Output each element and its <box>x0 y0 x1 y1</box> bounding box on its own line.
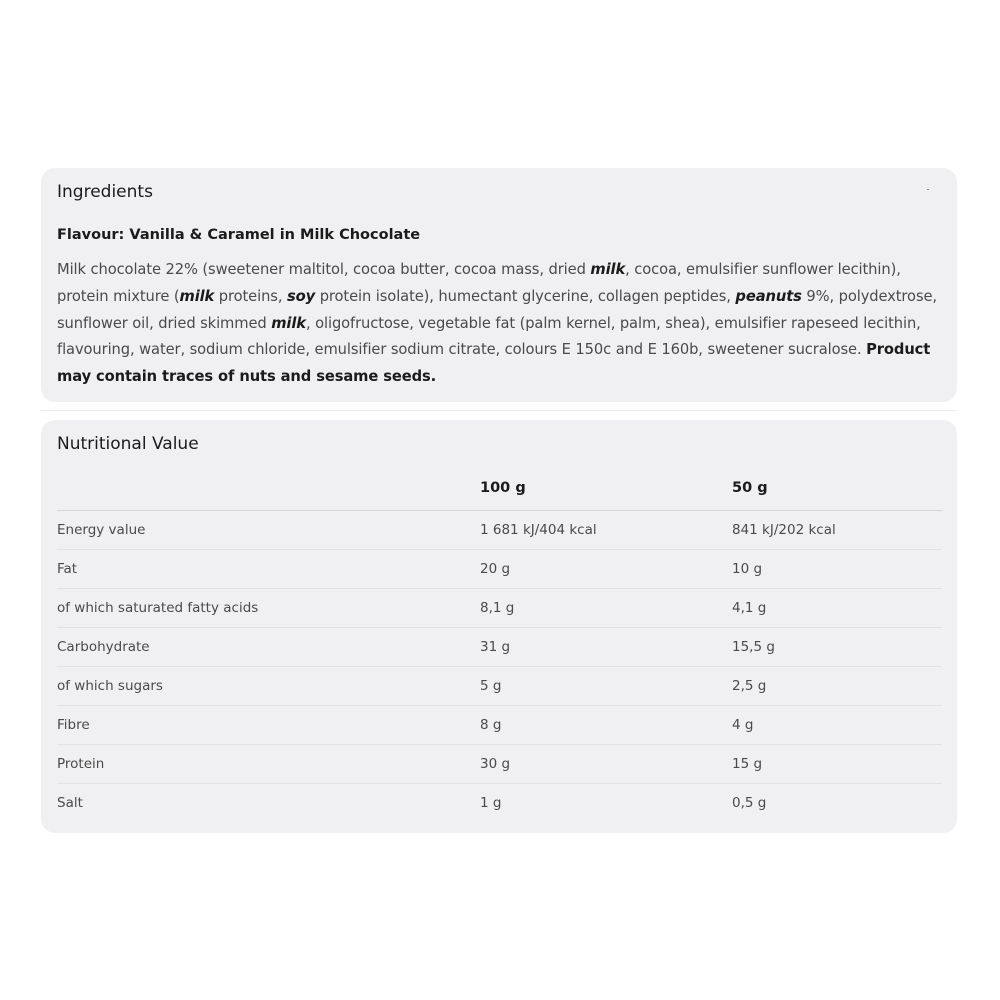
allergen-milk: milk <box>271 314 306 332</box>
nutrition-panel <box>41 420 957 833</box>
ingredients-text-part: , oligofructose, vegetable fat (palm kernel, palm, shea), emulsifier rapeseed lecithin, flavouring, water, sodium chloride, emulsifier sodium citrate, colours E 150c and E 160b, sweetener sucralose. <box>57 314 921 359</box>
allergen-peanuts: peanuts <box>735 287 802 305</box>
value-50g: 0,5 g <box>732 795 767 811</box>
value-50g: 4 g <box>732 717 754 733</box>
value-50g: 10 g <box>732 561 763 577</box>
value-50g: 4,1 g <box>732 600 767 616</box>
value-100g: 20 g <box>480 561 511 577</box>
value-100g: 1 g <box>480 795 502 811</box>
nutrient-name: Protein <box>57 756 105 772</box>
nutrient-name: of which sugars <box>57 678 163 694</box>
ingredients-panel <box>41 168 957 402</box>
nutrient-name: of which saturated fatty acids <box>57 600 259 616</box>
allergen-milk: milk <box>179 287 215 305</box>
nutrition-table <box>57 470 942 822</box>
value-100g: 30 g <box>480 756 511 772</box>
allergen-soy: soy <box>287 287 316 305</box>
ingredients-text-part: proteins, <box>214 287 288 305</box>
ingredients-text-part: , cocoa, emulsifier sunflower lecithin), protein mixture ( <box>57 261 901 305</box>
ingredients-text-part: Milk chocolate 22% (sweetener maltitol, cocoa butter, cocoa mass, dried <box>57 261 591 278</box>
nutrient-name: Carbohydrate <box>57 639 150 655</box>
value-100g: 8 g <box>480 717 502 733</box>
value-100g: 1 681 kJ/404 kcal <box>480 522 597 538</box>
ingredients-list <box>57 257 942 391</box>
ingredients-text-part: 9%, polydextrose, sunflower oil, dried skimmed <box>57 287 937 332</box>
table-row <box>57 511 942 550</box>
nutrient-name: Salt <box>57 795 83 811</box>
allergen-warning: Product may contain traces of nuts and sesame seeds. <box>57 341 931 386</box>
nutrition-title: Nutritional Value <box>57 434 199 454</box>
nutrient-name: Fibre <box>57 717 90 733</box>
ingredients-text-part: protein isolate), humectant glycerine, collagen peptides, <box>315 287 736 305</box>
nutrient-name: Energy value <box>57 522 146 538</box>
table-row <box>57 628 942 667</box>
allergen-milk: milk <box>590 261 626 278</box>
nutrition-table-header <box>57 470 942 511</box>
table-row <box>57 667 942 706</box>
value-100g: 8,1 g <box>480 600 515 616</box>
column-header-50g: 50 g <box>732 480 768 496</box>
table-row <box>57 550 942 589</box>
section-divider <box>41 410 957 411</box>
value-50g: 841 kJ/202 kcal <box>732 522 836 538</box>
value-50g: 15,5 g <box>732 639 775 655</box>
table-row <box>57 706 942 745</box>
nutrient-name: Fat <box>57 561 78 577</box>
panel-marker-icon <box>927 189 929 190</box>
value-50g: 2,5 g <box>732 678 767 694</box>
table-row <box>57 745 942 784</box>
value-100g: 5 g <box>480 678 502 694</box>
table-row <box>57 589 942 628</box>
ingredients-title: Ingredients <box>57 182 153 202</box>
value-50g: 15 g <box>732 756 763 772</box>
value-100g: 31 g <box>480 639 511 655</box>
flavour-heading: Flavour: Vanilla & Caramel in Milk Chocolate <box>57 227 421 243</box>
column-header-100g: 100 g <box>480 480 526 496</box>
table-row <box>57 784 942 822</box>
